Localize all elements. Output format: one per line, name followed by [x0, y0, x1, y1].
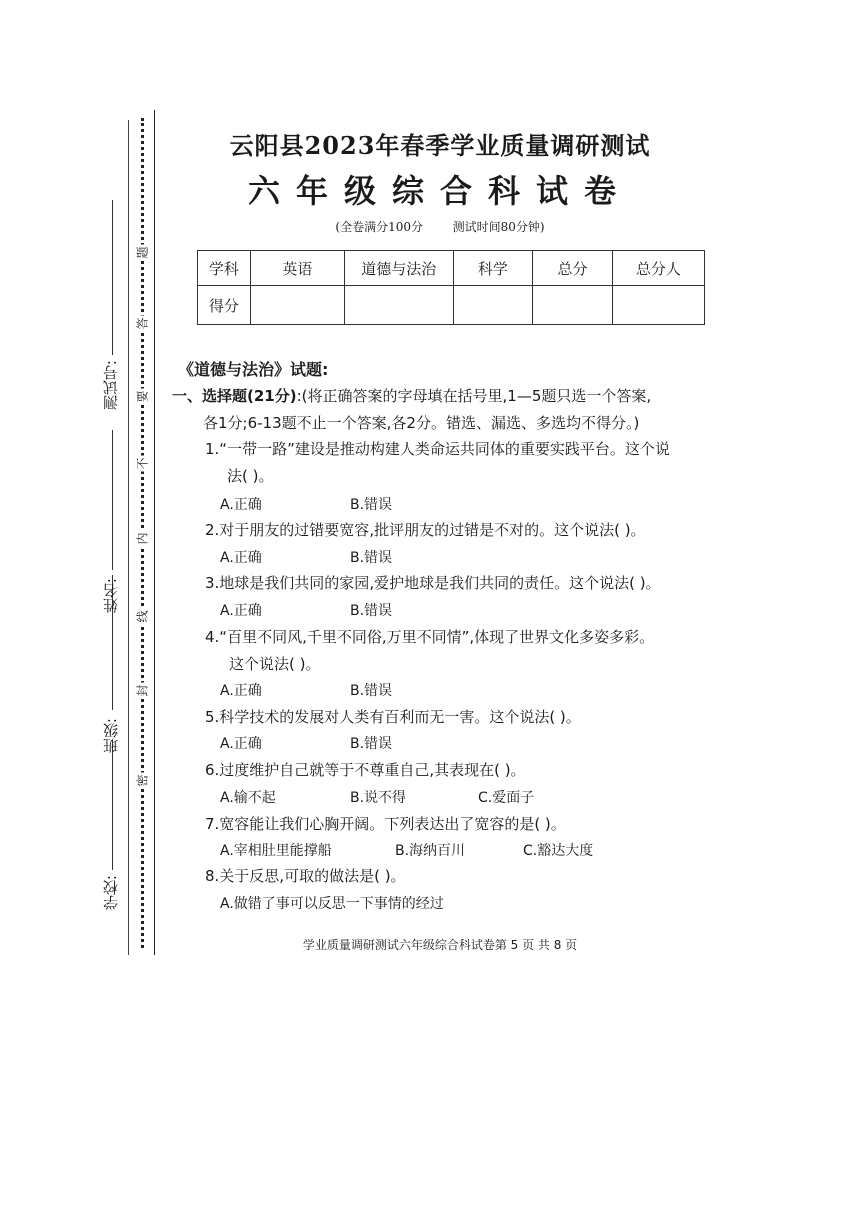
score-header-cell: 道德与法治: [344, 251, 453, 286]
score-cell-english[interactable]: [250, 286, 344, 325]
answer-option[interactable]: C.豁达大度: [523, 843, 594, 859]
part-desc-line2: 各1分;6-13题不止一个答案,各2分。错选、漏选、多选均不得分。): [203, 414, 640, 432]
score-header-cell: 英语: [250, 251, 344, 286]
answer-option[interactable]: B.错误: [350, 736, 393, 752]
binding-solid-line: [154, 110, 155, 955]
paper-title: 六年级综合科试卷: [247, 172, 632, 210]
section-title: 《道德与法治》试题:: [178, 360, 329, 379]
question-text: 8.关于反思,可取的做法是( )。: [205, 867, 406, 885]
answer-option[interactable]: A.输不起: [220, 790, 276, 806]
answer-option[interactable]: B.错误: [350, 603, 393, 619]
score-header-cell: 总分人: [612, 251, 704, 286]
class-label: 班级:: [102, 718, 120, 754]
school-label: 学校:: [102, 875, 120, 911]
answer-option[interactable]: B.海纳百川: [395, 843, 466, 859]
exam-no-label: 测试号:: [102, 360, 120, 411]
answer-option[interactable]: B.错误: [350, 497, 393, 513]
seal-char: 线: [135, 610, 150, 623]
part-number: 一、: [172, 387, 203, 405]
question-text: 法( )。: [227, 467, 274, 485]
score-cell-total[interactable]: [533, 286, 613, 325]
question-text: 2.对于朋友的过错要宽容,批评朋友的过错是不对的。这个说法( )。: [205, 521, 646, 539]
answer-option[interactable]: A.正确: [220, 550, 262, 566]
answer-option[interactable]: A.正确: [220, 683, 262, 699]
question-text: 3.地球是我们共同的家园,爱护地球是我们共同的责任。这个说法( )。: [205, 574, 661, 592]
school-field[interactable]: [112, 740, 113, 870]
score-table-row: [198, 286, 705, 325]
seal-char: 内: [135, 532, 150, 545]
answer-option[interactable]: A.正确: [220, 603, 262, 619]
seal-char: 封: [135, 684, 150, 697]
exam-title: 云阳县2023年春季学业质量调研测试: [229, 131, 651, 160]
page-footer: 学业质量调研测试六年级综合科试卷第 5 页 共 8 页: [302, 938, 578, 952]
name-label: 姓名:: [102, 578, 120, 614]
seal-char: 题: [135, 246, 150, 259]
answer-option[interactable]: A.正确: [220, 497, 262, 513]
question-text: 4.“百里不同风,千里不同俗,万里不同情”,体现了世界文化多姿多彩。: [205, 628, 655, 646]
question-text: 1.“一带一路”建设是推动构建人类命运共同体的重要实践平台。这个说: [205, 440, 670, 458]
score-cell-grader[interactable]: [612, 286, 704, 325]
part-instructions: [172, 385, 651, 406]
score-header-cell: 总分: [533, 251, 613, 286]
answer-option[interactable]: B.说不得: [350, 790, 407, 806]
answer-option[interactable]: C.爱面子: [478, 790, 535, 806]
question-text: 这个说法( )。: [229, 655, 321, 673]
answer-option[interactable]: B.错误: [350, 683, 393, 699]
full-score: (全卷满分100分: [335, 220, 423, 234]
answer-option[interactable]: A.宰相肚里能撑船: [220, 843, 332, 859]
part-desc: :(将正确答案的字母填在括号里,1—5题只选一个答案,: [296, 387, 652, 405]
score-table-header: [198, 251, 705, 286]
score-header-cell: 科学: [453, 251, 533, 286]
seal-char: 不: [135, 457, 150, 470]
answer-option[interactable]: A.正确: [220, 736, 262, 752]
seal-char: 要: [135, 390, 150, 403]
question-text: 6.过度维护自己就等于不尊重自己,其表现在( )。: [205, 761, 526, 779]
seal-char: 答: [135, 317, 150, 330]
score-header-cell: 学科: [198, 251, 251, 286]
answer-option[interactable]: A.做错了事可以反思一下事情的经过: [220, 896, 444, 912]
score-row-label: 得分: [198, 286, 251, 325]
name-field[interactable]: [112, 430, 113, 570]
answer-option[interactable]: B.错误: [350, 550, 393, 566]
score-cell-morality[interactable]: [344, 286, 453, 325]
exam-meta: [160, 218, 720, 235]
score-cell-science[interactable]: [453, 286, 533, 325]
seal-char: 密: [135, 774, 150, 787]
binding-outer-line: [128, 120, 129, 955]
exam-no-field[interactable]: [112, 200, 113, 355]
question-text: 7.宽容能让我们心胸开阔。下列表达出了宽容的是( )。: [205, 815, 566, 833]
question-text: 5.科学技术的发展对人类有百利而无一害。这个说法( )。: [205, 708, 581, 726]
score-table: [197, 250, 705, 325]
exam-duration: 测试时间80分钟): [452, 220, 545, 234]
part-title: 选择题(21分): [202, 387, 297, 405]
